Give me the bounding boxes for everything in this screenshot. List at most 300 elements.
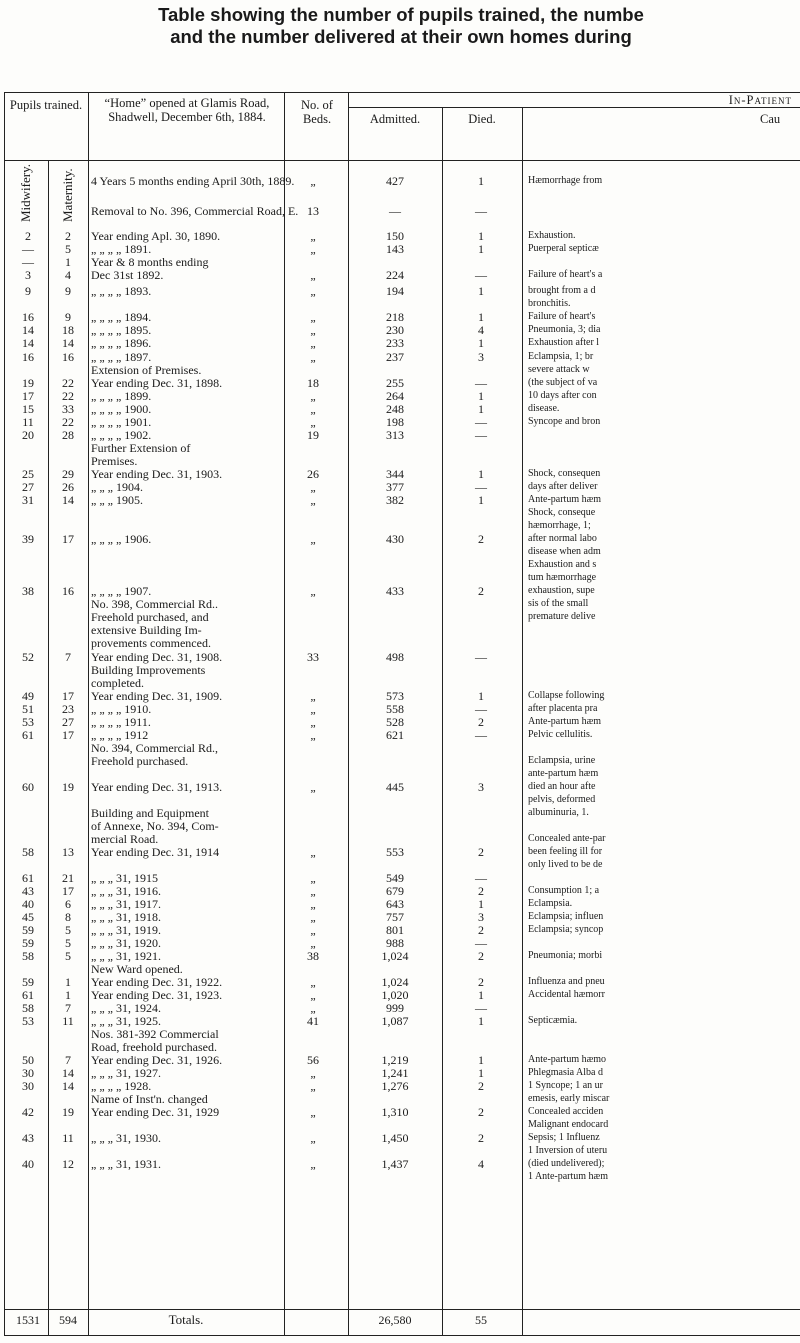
maternity-cell: 7 — [65, 1053, 71, 1067]
cause-cell: bronchitis. — [528, 298, 571, 309]
cause-cell: only lived to be de — [528, 859, 603, 870]
divider-beds — [348, 92, 349, 1335]
maternity-cell: 7 — [65, 1001, 71, 1015]
midwifery-cell: — — [22, 255, 34, 269]
totals-label: Totals. — [168, 1312, 204, 1327]
beds-cell: „ — [310, 229, 316, 243]
admitted-cell: 1,437 — [381, 1157, 409, 1171]
midwifery-cell: 40 — [22, 897, 34, 911]
midwifery-cell: 14 — [22, 336, 34, 350]
admitted-cell: 1,276 — [381, 1079, 409, 1093]
home-cell: Year ending Dec. 31, 1929 — [91, 1105, 220, 1119]
bottom-rule — [4, 1335, 800, 1336]
home-cell: „ „ „ 31, 1924. — [91, 1001, 161, 1015]
died-cell: 2 — [478, 532, 484, 546]
midwifery-cell: 11 — [22, 415, 34, 429]
midwifery-cell: 20 — [22, 428, 34, 442]
cause-cell: 1 Syncope; 1 an ur — [528, 1080, 603, 1091]
cause-cell: Ante-partum hæm — [528, 494, 602, 505]
died-cell: 1 — [478, 174, 484, 188]
died-cell: 2 — [478, 923, 484, 937]
admitted-cell: 198 — [386, 415, 404, 429]
beds-cell: „ — [310, 310, 316, 324]
died-cell: — — [475, 702, 487, 716]
cause-cell: hæmorrhage, 1; — [528, 520, 591, 531]
inpatient-rule — [348, 107, 800, 108]
maternity-cell: 14 — [62, 336, 74, 350]
midwifery-cell: 45 — [22, 910, 34, 924]
admitted-cell: 430 — [386, 532, 404, 546]
cause-cell: Shock, consequen — [528, 468, 601, 479]
maternity-cell: 17 — [62, 884, 74, 898]
midwifery-cell: 42 — [22, 1105, 34, 1119]
admitted-cell: 1,024 — [381, 949, 409, 963]
admitted-cell: 1,087 — [381, 1014, 409, 1028]
home-cell: extensive Building Im- — [91, 623, 202, 637]
maternity-cell: 12 — [62, 1157, 74, 1171]
midwifery-cell: 38 — [22, 584, 34, 598]
died-cell: 4 — [478, 1157, 484, 1171]
header-bottom-rule — [4, 160, 800, 161]
cause-cell: Collapse following — [528, 690, 605, 701]
maternity-cell: 13 — [62, 845, 74, 859]
cause-cell: Exhaustion after l — [528, 337, 600, 348]
title-line-2: and the number delivered at their own homes during — [170, 26, 632, 47]
died-cell: 1 — [478, 1053, 484, 1067]
divider-died — [522, 107, 523, 1335]
died-cell: — — [475, 480, 487, 494]
cause-cell: emesis, early miscar — [528, 1093, 610, 1104]
maternity-cell: 16 — [62, 350, 74, 364]
cause-cell: premature delive — [528, 611, 596, 622]
died-cell: — — [475, 268, 487, 282]
cause-cell: died an hour afte — [528, 781, 596, 792]
died-cell: 4 — [478, 323, 484, 337]
home-cell: „ „ „ 31, 1916. — [91, 884, 161, 898]
died-cell: 1 — [478, 389, 484, 403]
admitted-cell: 237 — [386, 350, 404, 364]
admitted-cell: — — [389, 204, 401, 218]
died-cell: 1 — [478, 988, 484, 1002]
maternity-cell: 22 — [62, 415, 74, 429]
home-cell: Road, freehold purchased. — [91, 1040, 217, 1054]
divider-mid-mat — [48, 160, 49, 1335]
maternity-cell: 1 — [65, 255, 71, 269]
died-cell: 1 — [478, 229, 484, 243]
home-cell: Year & 8 months ending — [91, 255, 209, 269]
died-cell: 2 — [478, 884, 484, 898]
cause-cell: 1 Ante-partum hæm — [528, 1171, 608, 1182]
maternity-cell: 9 — [65, 310, 71, 324]
beds-cell: 41 — [307, 1014, 319, 1028]
admitted-cell: 999 — [386, 1001, 404, 1015]
maternity-cell: 5 — [65, 242, 71, 256]
midwifery-cell: 59 — [22, 936, 34, 950]
maternity-cell: 17 — [62, 728, 74, 742]
beds-cell: „ — [310, 871, 316, 885]
cause-cell: Ante-partum hæm — [528, 716, 602, 727]
beds-cell: „ — [310, 910, 316, 924]
cause-cell: Influenza and pneu — [528, 976, 605, 987]
midwifery-cell: 25 — [22, 467, 34, 481]
midwifery-cell: 49 — [22, 689, 34, 703]
beds-cell: „ — [310, 923, 316, 937]
died-cell: 1 — [478, 1014, 484, 1028]
died-cell: — — [475, 428, 487, 442]
home-cell: „ „ „ „ 1900. — [91, 402, 152, 416]
admitted-cell: 988 — [386, 936, 404, 950]
died-cell: 2 — [478, 949, 484, 963]
died-cell: 2 — [478, 1131, 484, 1145]
home-cell: „ „ „ 31, 1915 — [91, 871, 158, 885]
maternity-cell: 7 — [65, 650, 71, 664]
home-cell: 4 Years 5 months ending April 30th, 1889. — [91, 174, 295, 188]
midwifery-cell: 59 — [22, 923, 34, 937]
beds-cell: „ — [310, 780, 316, 794]
died-cell: 1 — [478, 242, 484, 256]
midwifery-cell: 40 — [22, 1157, 34, 1171]
maternity-cell: 22 — [62, 376, 74, 390]
cause-cell: Exhaustion and s — [528, 559, 597, 570]
died-cell: 1 — [478, 897, 484, 911]
cause-cell: Pneumonia, 3; dia — [528, 324, 601, 335]
admitted-cell: 377 — [386, 480, 404, 494]
cause-cell: Pelvic cellulitis. — [528, 729, 593, 740]
beds-cell: „ — [310, 897, 316, 911]
beds-cell: „ — [310, 689, 316, 703]
home-cell: „ „ „ 31, 1919. — [91, 923, 161, 937]
died-cell: — — [475, 728, 487, 742]
border-left — [4, 92, 5, 1335]
home-cell: mercial Road. — [91, 832, 159, 846]
midwifery-cell: 53 — [22, 1014, 34, 1028]
admitted-cell: 445 — [386, 780, 404, 794]
total-died: 55 — [475, 1313, 487, 1327]
admitted-cell: 757 — [386, 910, 404, 924]
home-cell: „ „ „ „ 1897. — [91, 350, 152, 364]
midwifery-cell: 61 — [22, 871, 34, 885]
cause-cell: Eclampsia, urine — [528, 755, 596, 766]
home-cell: Year ending Dec. 31, 1903. — [91, 467, 223, 481]
header-causes: Cau — [760, 112, 781, 126]
admitted-cell: 679 — [386, 884, 404, 898]
divider-pupils — [88, 92, 89, 1335]
midwifery-cell: 27 — [22, 480, 34, 494]
died-cell: 2 — [478, 845, 484, 859]
maternity-cell: 11 — [62, 1014, 74, 1028]
midwifery-cell: 2 — [25, 229, 31, 243]
home-cell: Year ending Dec. 31, 1908. — [91, 650, 223, 664]
admitted-cell: 143 — [386, 242, 404, 256]
cause-cell: Accidental hæmorr — [528, 989, 605, 1000]
home-cell: „ „ „ 31, 1917. — [91, 897, 161, 911]
maternity-cell: 1 — [65, 975, 71, 989]
cause-cell: Eclampsia; syncop — [528, 924, 604, 935]
beds-cell: 38 — [307, 949, 319, 963]
cause-cell: Pneumonia; morbi — [528, 950, 603, 961]
maternity-cell: 19 — [62, 1105, 74, 1119]
maternity-cell: 27 — [62, 715, 74, 729]
midwifery-cell: 30 — [22, 1079, 34, 1093]
cause-cell: (died undelivered); — [528, 1158, 605, 1169]
home-cell: „ „ „ „ 1893. — [91, 284, 152, 298]
beds-cell: „ — [310, 884, 316, 898]
cause-cell: Failure of heart's — [528, 311, 596, 322]
beds-cell: „ — [310, 936, 316, 950]
header-in-patients: In-Patient — [728, 93, 792, 107]
beds-cell: „ — [310, 323, 316, 337]
admitted-cell: 573 — [386, 689, 404, 703]
cause-cell: (the subject of va — [528, 377, 598, 388]
beds-cell: „ — [310, 1157, 316, 1171]
beds-cell: „ — [310, 988, 316, 1002]
beds-cell: „ — [310, 415, 316, 429]
died-cell: 1 — [478, 467, 484, 481]
home-cell: „ „ „ „ 1891. — [91, 242, 152, 256]
maternity-cell: 11 — [62, 1131, 74, 1145]
home-cell: „ „ „ 31, 1930. — [91, 1131, 161, 1145]
cause-cell: Syncope and bron — [528, 416, 601, 427]
cause-cell: Concealed ante-par — [528, 833, 606, 844]
maternity-cell: 5 — [65, 949, 71, 963]
home-cell: of Annexe, No. 394, Com- — [91, 819, 219, 833]
beds-cell: 33 — [307, 650, 319, 664]
midwifery-cell: 58 — [22, 1001, 34, 1015]
midwifery-cell: 15 — [22, 402, 34, 416]
beds-cell: „ — [310, 284, 316, 298]
maternity-cell: 26 — [62, 480, 74, 494]
home-cell: completed. — [91, 676, 144, 690]
home-cell: Year ending Dec. 31, 1898. — [91, 376, 223, 390]
admitted-cell: 1,020 — [381, 988, 409, 1002]
home-cell: „ „ „ „ 1899. — [91, 389, 152, 403]
home-cell: Year ending Dec. 31, 1913. — [91, 780, 223, 794]
cause-cell: Phlegmasia Alba d — [528, 1067, 603, 1078]
total-admitted: 26,580 — [378, 1313, 412, 1327]
header-maternity: Maternity. — [60, 168, 75, 222]
cause-cell: sis of the small — [528, 598, 589, 609]
admitted-cell: 264 — [386, 389, 404, 403]
midwifery-cell: — — [22, 242, 34, 256]
midwifery-cell: 61 — [22, 988, 34, 1002]
beds-cell: „ — [310, 1105, 316, 1119]
home-cell: Removal to No. 396, Commercial Road, E. — [91, 204, 299, 218]
maternity-cell: 4 — [65, 268, 71, 282]
home-cell: „ „ „ 31, 1927. — [91, 1066, 161, 1080]
cause-cell: Shock, conseque — [528, 507, 596, 518]
died-cell: 1 — [478, 1066, 484, 1080]
admitted-cell: 427 — [386, 174, 404, 188]
beds-cell: „ — [310, 336, 316, 350]
home-cell: „ „ „ „ 1907. — [91, 584, 152, 598]
beds-cell: 19 — [307, 428, 319, 442]
admitted-cell: 1,219 — [381, 1053, 409, 1067]
home-cell: „ „ „ „ 1896. — [91, 336, 152, 350]
maternity-cell: 18 — [62, 323, 74, 337]
beds-cell: „ — [310, 480, 316, 494]
died-cell: 3 — [478, 350, 484, 364]
midwifery-cell: 43 — [22, 884, 34, 898]
divider-home — [284, 92, 285, 1335]
died-cell: — — [475, 650, 487, 664]
cause-cell: tum hæmorrhage — [528, 572, 597, 583]
beds-cell: „ — [310, 728, 316, 742]
home-cell: „ „ „ „ 1928. — [91, 1079, 152, 1093]
midwifery-cell: 16 — [22, 350, 34, 364]
beds-cell: „ — [310, 1066, 316, 1080]
admitted-cell: 498 — [386, 650, 404, 664]
admitted-cell: 218 — [386, 310, 404, 324]
title-line-1: Table showing the number of pupils trained, the numbe — [158, 4, 644, 25]
admitted-cell: 255 — [386, 376, 404, 390]
admitted-cell: 194 — [386, 284, 404, 298]
died-cell: 2 — [478, 715, 484, 729]
home-cell: Year ending Dec. 31, 1914 — [91, 845, 220, 859]
cause-cell: days after deliver — [528, 481, 598, 492]
maternity-cell: 6 — [65, 897, 71, 911]
maternity-cell: 21 — [62, 871, 74, 885]
died-cell: 2 — [478, 1105, 484, 1119]
beds-cell: 56 — [307, 1053, 319, 1067]
died-cell: — — [475, 1001, 487, 1015]
cause-cell: Concealed acciden — [528, 1106, 604, 1117]
beds-cell: 18 — [307, 376, 319, 390]
admitted-cell: 553 — [386, 845, 404, 859]
home-cell: „ „ „ „ 1912 — [91, 728, 149, 742]
midwifery-cell: 53 — [22, 715, 34, 729]
home-cell: „ „ „ 31, 1925. — [91, 1014, 161, 1028]
died-cell: 1 — [478, 402, 484, 416]
maternity-cell: 28 — [62, 428, 74, 442]
admitted-cell: 621 — [386, 728, 404, 742]
home-cell: „ „ „ „ 1901. — [91, 415, 152, 429]
maternity-cell: 2 — [65, 229, 71, 243]
beds-cell: „ — [310, 493, 316, 507]
header-admitted: Admitted. — [369, 112, 421, 126]
died-cell: — — [475, 415, 487, 429]
midwifery-cell: 9 — [25, 284, 31, 298]
cause-cell: Hæmorrhage from — [528, 175, 603, 186]
died-cell: — — [475, 204, 487, 218]
table-title — [0, 4, 800, 48]
cause-cell: Exhaustion. — [528, 230, 576, 241]
home-cell: provements commenced. — [91, 636, 211, 650]
cause-cell: severe attack w — [528, 364, 590, 375]
cause-cell: 1 Inversion of uteru — [528, 1145, 608, 1156]
midwifery-cell: 39 — [22, 532, 34, 546]
total-maternity: 594 — [59, 1313, 77, 1327]
cause-cell: Septicæmia. — [528, 1015, 578, 1026]
maternity-cell: 23 — [62, 702, 74, 716]
beds-cell: „ — [310, 350, 316, 364]
home-cell: Freehold purchased, and — [91, 610, 209, 624]
died-cell: — — [475, 936, 487, 950]
admitted-cell: 313 — [386, 428, 404, 442]
maternity-cell: 17 — [62, 689, 74, 703]
home-cell: New Ward opened. — [91, 962, 183, 976]
home-cell: „ „ „ 1905. — [91, 493, 143, 507]
home-cell: Year ending Dec. 31, 1923. — [91, 988, 223, 1002]
admitted-cell: 549 — [386, 871, 404, 885]
home-cell: Year ending Dec. 31, 1909. — [91, 689, 223, 703]
maternity-cell: 19 — [62, 780, 74, 794]
maternity-cell: 33 — [62, 402, 74, 416]
cause-cell: Malignant endocard — [528, 1119, 609, 1130]
midwifery-cell: 19 — [22, 376, 34, 390]
maternity-cell: 8 — [65, 910, 71, 924]
home-cell: Year ending Apl. 30, 1890. — [91, 229, 221, 243]
admitted-cell: 230 — [386, 323, 404, 337]
maternity-cell: 16 — [62, 584, 74, 598]
midwifery-cell: 58 — [22, 949, 34, 963]
home-cell: Name of Inst'n. changed — [91, 1092, 208, 1106]
died-cell: — — [475, 871, 487, 885]
beds-cell: „ — [310, 402, 316, 416]
cause-cell: Eclampsia. — [528, 898, 573, 909]
totals-rule — [4, 1309, 800, 1310]
cause-cell: Sepsis; 1 Influenz — [528, 1132, 600, 1143]
maternity-cell: 14 — [62, 1066, 74, 1080]
home-cell: Dec 31st 1892. — [91, 268, 164, 282]
admitted-cell: 558 — [386, 702, 404, 716]
divider-admitted — [442, 107, 443, 1335]
died-cell: 3 — [478, 910, 484, 924]
home-cell: „ „ „ „ 1895. — [91, 323, 152, 337]
home-cell: „ „ „ 31, 1921. — [91, 949, 161, 963]
beds-cell: „ — [310, 268, 316, 282]
home-cell: „ „ „ 31, 1918. — [91, 910, 161, 924]
admitted-cell: 248 — [386, 402, 404, 416]
midwifery-cell: 14 — [22, 323, 34, 337]
midwifery-cell: 51 — [22, 702, 34, 716]
maternity-cell: 1 — [65, 988, 71, 1002]
cause-cell: Consumption 1; a — [528, 885, 600, 896]
beds-cell: „ — [310, 1131, 316, 1145]
died-cell: 2 — [478, 975, 484, 989]
admitted-cell: 1,024 — [381, 975, 409, 989]
admitted-cell: 643 — [386, 897, 404, 911]
header-beds: No. of Beds. — [301, 98, 333, 126]
cause-cell: disease. — [528, 403, 560, 414]
midwifery-cell: 17 — [22, 389, 34, 403]
maternity-cell: 17 — [62, 532, 74, 546]
home-cell: „ „ „ „ 1906. — [91, 532, 152, 546]
home-cell: „ „ „ „ 1910. — [91, 702, 152, 716]
beds-cell: „ — [310, 975, 316, 989]
home-cell: „ „ „ 31, 1920. — [91, 936, 161, 950]
admitted-cell: 528 — [386, 715, 404, 729]
home-cell: No. 394, Commercial Rd., — [91, 741, 218, 755]
died-cell: — — [475, 376, 487, 390]
beds-cell: „ — [310, 702, 316, 716]
cause-cell: exhaustion, supe — [528, 585, 595, 596]
home-cell: No. 398, Commercial Rd.. — [91, 597, 218, 611]
beds-cell: „ — [310, 389, 316, 403]
home-cell: „ „ „ 31, 1931. — [91, 1157, 161, 1171]
beds-cell: „ — [310, 532, 316, 546]
cause-cell: Puerperal septicæ — [528, 243, 599, 254]
beds-cell: „ — [310, 584, 316, 598]
midwifery-cell: 16 — [22, 310, 34, 324]
cause-cell: Eclampsia; influen — [528, 911, 604, 922]
midwifery-cell: 50 — [22, 1053, 34, 1067]
midwifery-cell: 60 — [22, 780, 34, 794]
cause-cell: ante-partum hæm — [528, 768, 599, 779]
beds-cell: 26 — [307, 467, 319, 481]
cause-cell: pelvis, deformed — [528, 794, 596, 805]
header-died: Died. — [468, 112, 496, 126]
home-cell: Year ending Dec. 31, 1926. — [91, 1053, 223, 1067]
